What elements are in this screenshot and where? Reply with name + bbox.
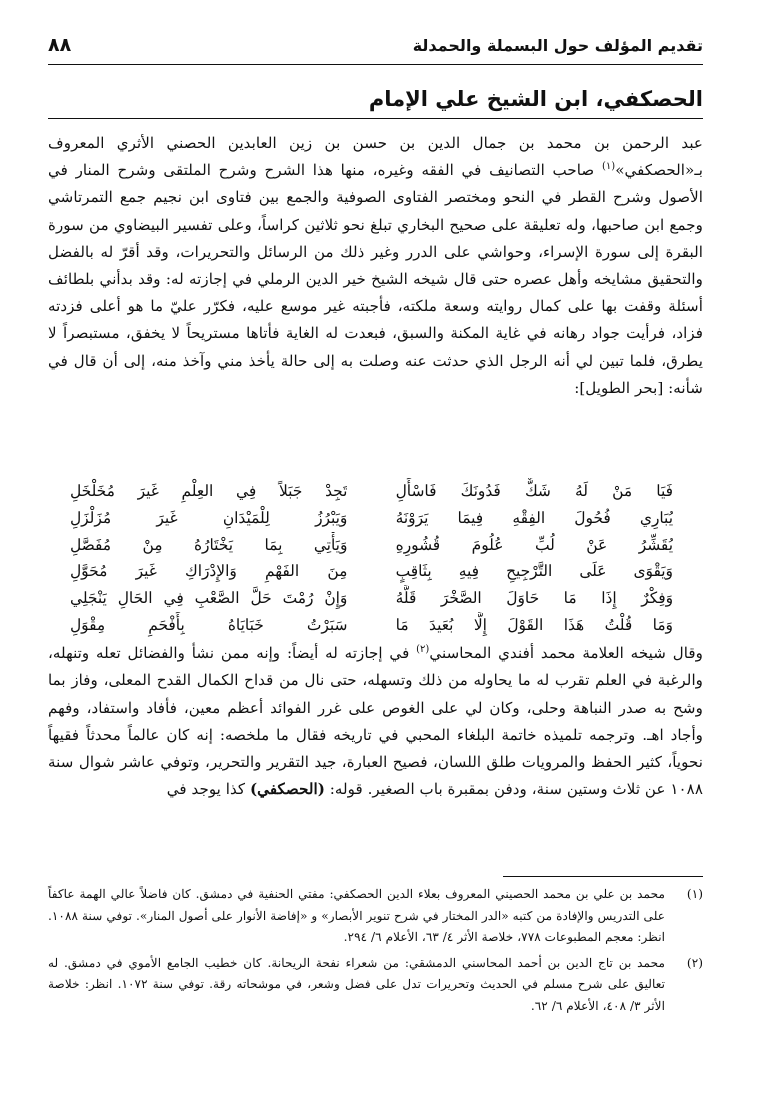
poem-verse <box>70 532 673 559</box>
verse-second-hemistich: وَإِنْ رُمْتَ حَلَّ الصَّعْبِ فِي الحَالِ يَنْجَلِي <box>70 589 348 608</box>
running-title: تقديم المؤلف حول البسملة والحمدلة <box>412 36 703 55</box>
footnote-divider <box>503 876 703 877</box>
poem <box>70 478 673 639</box>
verse-second-hemistich: سَبَرْتُ خَبَايَاهُ بِأَفْحَمِ مِقْوَلِ <box>70 615 348 634</box>
poem-verse <box>70 585 673 612</box>
footnote <box>48 953 703 1018</box>
verse-first-hemistich: وَمَا قُلْتُ هَذَا القَوْلَ إِلَّا بُعَيدَ مَا <box>395 615 673 634</box>
page-number: ٨٨ <box>48 34 72 56</box>
footnote-number: (٢) <box>686 955 703 970</box>
verse-first-hemistich: وَيَقْوَى عَلَى التَّرْجِيحِ فِيهِ بِثَاقِبٍ <box>395 562 673 581</box>
verse-first-hemistich: فَيَا مَنْ لَهُ شَكٌّ فَدُونَكَ فَاسْأَلِ <box>395 482 673 500</box>
main-text <box>48 130 703 402</box>
footnotes <box>48 884 703 1021</box>
footnote-ref-1[interactable]: (١) <box>602 161 616 173</box>
paragraph-2-start: وقال شيخه العلامة محمد أفندي المحاسني <box>429 644 703 662</box>
verse-first-hemistich: يُقَشِّرُ عَنْ لُبِّ عُلُومَ قُشُورِهِ <box>395 535 673 554</box>
verse-first-hemistich: يُبَارِي فُحُولَ الفِقْهِ فِيمَا يَرَوْنَهُ <box>395 508 673 527</box>
entry-title: الحصكفي، ابن الشيخ علي الإمام <box>48 84 703 119</box>
verse-second-hemistich: تَجِدْ جَبَلاً فِي العِلْمِ غَيرَ مُخَلْخَلِ <box>70 482 348 500</box>
paragraph-2 <box>48 640 703 804</box>
footnote-number: (١) <box>686 887 703 901</box>
main-text-continued <box>48 640 703 804</box>
poem-verse <box>70 505 673 532</box>
paragraph-2-middle: في إجازته له أيضاً: وإنه ممن نشأ والفضائل تعله وتنهله، والرغبة في العلم تقرب له ما يحاوله من ذلك وتسهله، حتى نال من قداح الكمال القدح المعلى، وفاز بما وشح به صدر النباهة وحلى، وكان لي على الغوص على غرر الفوائد أعظم معين، فأفاد واستفاد، وفهم وأجاد اهـ. وترجمه تلميذه خاتمة البلغاء المحبي في تاريخه فقال ما ملخصه: إنه كان عالماً محدثاً فقيهاً نحوياً، كثير الحفظ والمرويات طلق اللسان، فصيح العبارة، جيد التقرير والتحرير، وتوفي عاشر شوال سنة ١٠٨٨ عن ثلاث وستين سنة، ودفن بمقبرة باب الصغير. قوله: <box>48 644 703 799</box>
footnote-text: محمد بن تاج الدين بن أحمد المحاسني الدمشقي: من شعراء نفحة الريحانة. كان خطيب الجامع الأموي في دمشق. له تعاليق على شرح مسلم في الحديث وتحريرات تدل على فضل وشعر، في موشحاته رقة. توفي سنة ١٠٧٢. انظر: خلاصة الأثر ٣/ ٤٠٨، الأعلام ٦/ ٦٢. <box>48 955 665 1013</box>
paragraph-2-end: كذا يوجد في <box>166 780 250 799</box>
paragraph-1 <box>48 130 703 402</box>
poem-verse <box>70 612 673 639</box>
footnote-text: محمد بن علي بن محمد الحصيني المعروف بعلاء الدين الحصكفي: مفتي الحنفية في دمشق. كان فاضلاً عالي الهمة عاكفاً على التدريس والإفادة من كتبه «الدر المختار في شرح تنوير الأبصار» و «إفاضة الأنوار على أصول المنار». توفي سنة ١٠٨٨. انظر: معجم المطبوعات ٧٧٨، خلاصة الأثر ٤/ ٦٣، الأعلام ٦/ ٢٩٤. <box>48 887 665 944</box>
paragraph-1-start: عبد الرحمن بن محمد بن جمال الدين بن حسن بن زين العابدين الحصني الأثري المعروف بـ«الحصكفي» <box>48 134 703 180</box>
running-header <box>48 34 703 65</box>
footnote-ref-2[interactable]: (٢) <box>416 643 430 655</box>
verse-second-hemistich: وَيَبْرُزُ لِلْمَيْدَانِ غَيرَ مُزَلْزَلِ <box>70 508 348 527</box>
footnote <box>48 884 703 949</box>
commentary-lemma: (الحصكفي) <box>250 780 325 799</box>
paragraph-1-rest: صاحب التصانيف في الفقه وغيره، منها هذا الشرح وشرح الملتقى وشرح المنار في الأصول وشرح القطر في النحو ومختصر الفتاوى الصوفية والجمع بين فتاوى ابن نجيم جمع التمرتاشي وجمع ابن صاحبها، وله تعليقة على صحيح البخاري تبلغ نحو ثلاثين كراساً، وعلى تفسير البيضاوي من سورة البقرة إلى سورة الإسراء، وحواشي على الدرر وغير ذلك من الرسائل والتحريرات، وقد أقرّ له بالفضل والتحقيق مشايخه وأهل عصره حتى قال شيخه الشيخ خير الدين الرملي في إجازته له: وقد بدأني بلطائف أسئلة وقفت بها على كمال روايته وسعة ملكته، فأجبته غير موسع عليه، فكرّر عليّ ما هو أعلى فزدته فزاد، فرأيت جواد رهانه في غاية المكنة والسبق، فبعدت له الغاية فأتاها مستريحاً لا يخفق، مستبصراً لا يطرق، فلما تبين لي أنه الرجل الذي حدثت عنه وصلت به إلى حالة يأخذ مني وآخذ منه، إلى أن قال في شأنه: [بحر الطويل]: <box>48 161 703 397</box>
verse-first-hemistich: وَفِكْرٌ إِذَا مَا حَاوَلَ الصَّخْرَ قَلَّهُ <box>395 589 673 608</box>
poem-verse <box>70 478 673 505</box>
verse-second-hemistich: مِنَ الفَهْمِ وَالإِدْرَاكِ غَيرَ مُحَوَّلِ <box>70 562 348 581</box>
poem-verse <box>70 558 673 585</box>
verse-second-hemistich: وَيَأْتِي بِمَا يَخْتَارُهُ مِنْ مُفَصَّلِ <box>70 535 348 554</box>
